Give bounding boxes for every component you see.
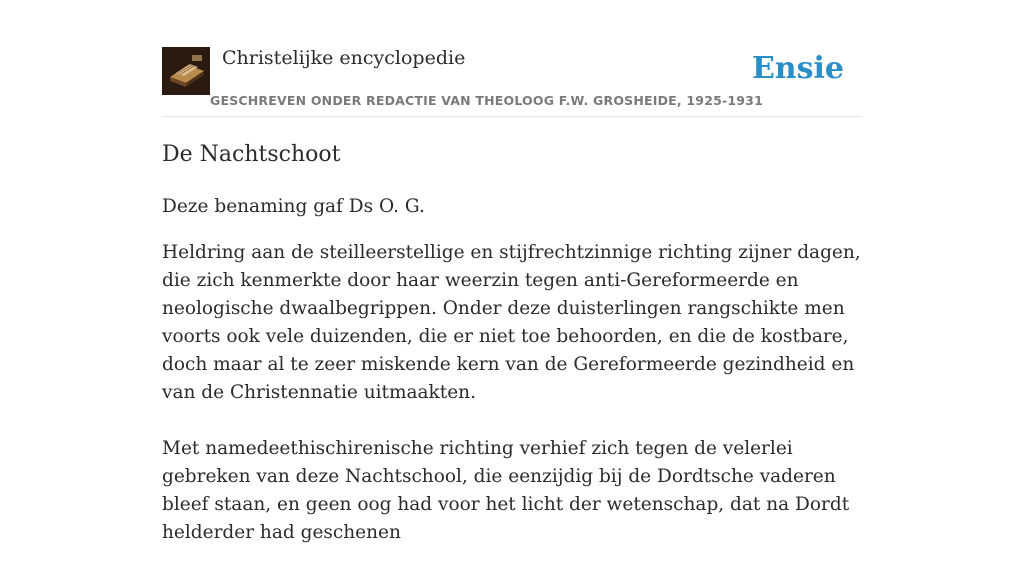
site-subtitle: GESCHREVEN ONDER REDACTIE VAN THEOLOOG F.W. GROSHEIDE, 1925-1931 — [210, 93, 763, 108]
content-container — [162, 0, 862, 543]
article-body — [162, 239, 862, 575]
article-paragraph-2: Met namedeethischirenische richting verhief zich tegen de velerlei gebreken van deze Nachtschool, die eenzijdig bij de Dordtsche vaderen bleef staan, en geen oog had voor het licht der wetenschap, dat na Dordt helderder had geschenen — [162, 438, 850, 543]
article-lead: Deze benaming gaf Ds O. G. — [162, 196, 425, 217]
encyclopedia-book-icon — [162, 47, 210, 95]
encyclopedia-avatar[interactable] — [162, 47, 210, 95]
site-header — [162, 0, 862, 117]
article-paragraph-1: Heldring aan de steilleerstellige en stijfrechtzinnige richting zijner dagen, die zich kenmerkte door haar weerzin tegen anti-Gereformeerde en neologische dwaalbegrippen. Onder deze duisterlingen rangschikte men voorts ook vele duizenden, die er niet toe behoorden, en die de kostbare, doch maar al te zeer miskende kern van de Gereformeerde gezindheid en van de Christennatie uitmaakten. — [162, 242, 861, 403]
site-title[interactable]: Christelijke encyclopedie — [222, 47, 466, 69]
article-title: De Nachtschoot — [162, 142, 341, 167]
ensie-logo-link[interactable]: Ensie — [751, 51, 844, 86]
